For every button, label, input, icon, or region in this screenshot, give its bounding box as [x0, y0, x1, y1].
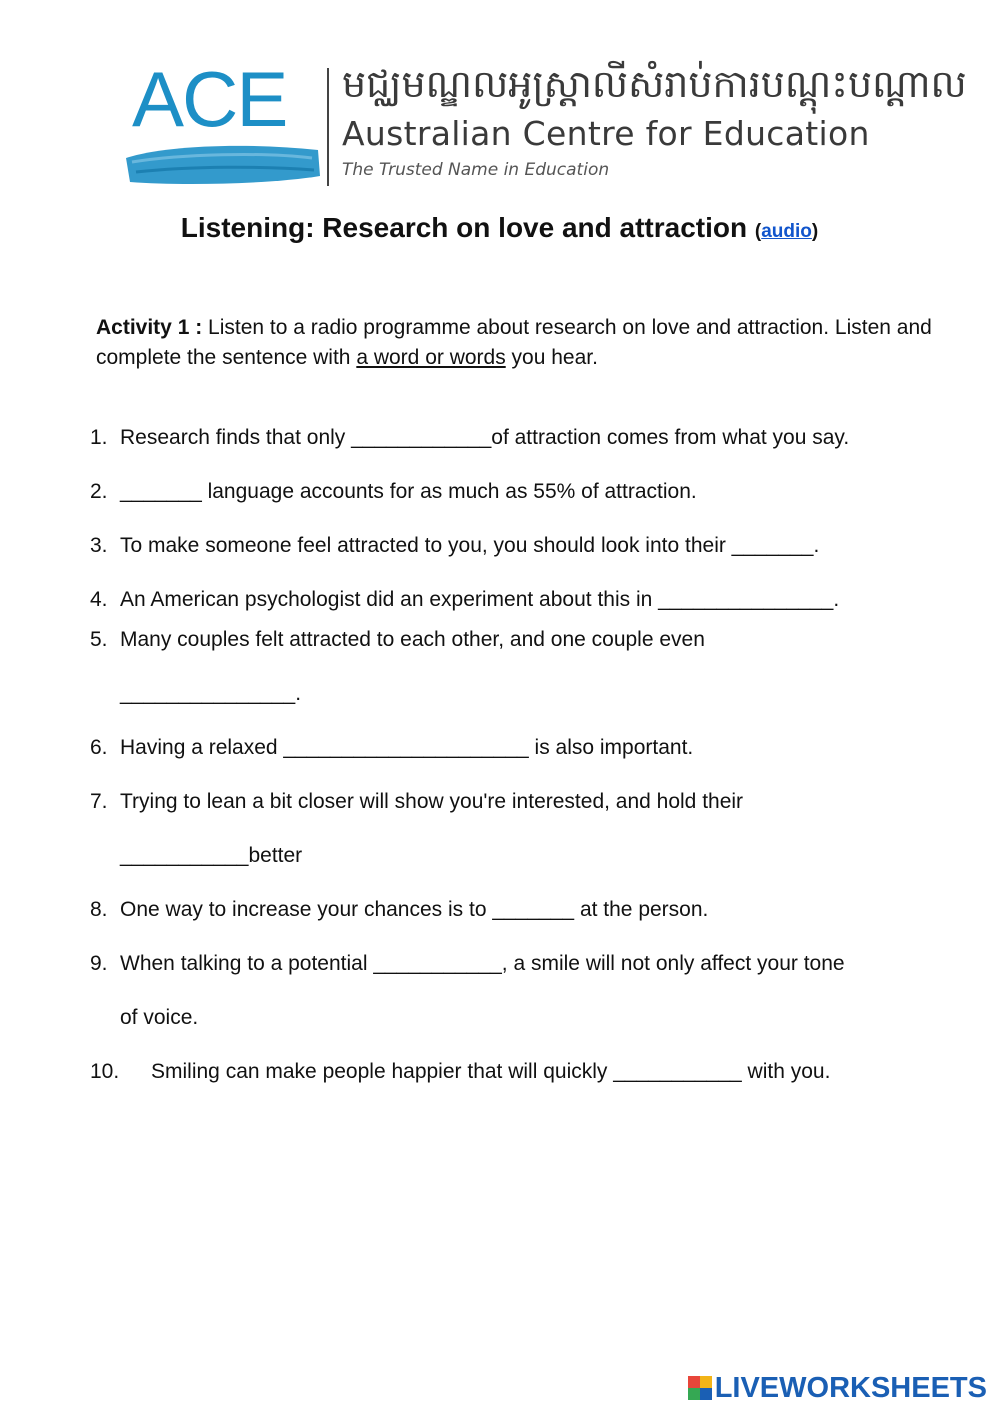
question-text: To make someone feel attracted to you, you should look into their _______.: [120, 534, 820, 557]
question-text: One way to increase your chances is to _______ at the person.: [120, 898, 709, 921]
close-paren: ): [811, 221, 819, 242]
activity-label: Activity 1: [96, 316, 190, 339]
english-org-name: Australian Centre for Education: [342, 114, 870, 153]
header: [120, 55, 967, 193]
question-number: 8.: [90, 898, 108, 921]
khmer-org-name: មជ្ឈមណ្ឌលអូស្ត្រាលីសំរាប់ការបណ្តុះបណ្តាល: [342, 62, 967, 106]
activity-colon: :: [189, 316, 203, 339]
page-title: [0, 212, 999, 244]
question-item: [90, 586, 839, 614]
question-item: [90, 950, 845, 1029]
question-text: An American psychologist did an experiment about this in _______________.: [120, 588, 840, 611]
logo-divider: [327, 68, 329, 186]
audio-link-wrapper: [755, 221, 818, 242]
question-item: [90, 532, 819, 560]
question-number: 9.: [90, 952, 108, 975]
question-text: Smiling can make people happier that will quickly ___________ with you.: [151, 1060, 831, 1083]
question-item: [90, 626, 705, 705]
watermark-text: LIVEWORKSHEETS: [714, 1371, 987, 1404]
question-number: 3.: [90, 534, 108, 557]
ace-logo: [120, 55, 320, 188]
question-text: Having a relaxed _____________________ is also important.: [120, 736, 694, 759]
question-text: Many couples felt attracted to each other, and one couple even: [120, 628, 705, 651]
question-text-continued: _______________.: [120, 682, 302, 705]
question-item: [90, 424, 849, 452]
question-number: 4.: [90, 588, 108, 611]
question-item: [90, 1058, 830, 1086]
question-text-continued: ___________better: [120, 844, 303, 867]
question-item: [90, 478, 697, 506]
question-number: 2.: [90, 480, 108, 503]
logo-text: ACE: [132, 55, 287, 143]
question-text: Trying to lean a bit closer will show you're interested, and hold their: [120, 790, 744, 813]
question-text: _______ language accounts for as much as 55% of attraction.: [120, 480, 697, 503]
question-number: 7.: [90, 790, 108, 813]
question-number: 1.: [90, 426, 108, 449]
activity-text-before: Listen to a radio programme about research on love and attraction. Listen and complete the sentence with: [96, 316, 932, 369]
question-number: 10.: [90, 1060, 120, 1083]
question-item: [90, 788, 744, 867]
brush-stroke-icon: [122, 136, 322, 188]
liveworksheets-logo-icon: [688, 1376, 712, 1400]
activity-underlined: a word or words: [356, 346, 506, 369]
question-item: [90, 896, 708, 924]
question-number: 6.: [90, 736, 108, 759]
open-paren: (: [754, 221, 762, 242]
question-text: Research finds that only ____________of attraction comes from what you say.: [120, 426, 850, 449]
question-number: 5.: [90, 628, 108, 651]
question-text: When talking to a potential ___________, a smile will not only affect your tone: [120, 952, 845, 975]
liveworksheets-watermark: [688, 1372, 987, 1404]
activity-instructions: [96, 313, 956, 373]
activity-text-after: you hear.: [505, 346, 598, 369]
audio-link[interactable]: audio: [761, 221, 812, 242]
title-text: Listening: Research on love and attraction: [180, 212, 748, 243]
question-item: [90, 734, 693, 762]
tagline: The Trusted Name in Education: [342, 160, 610, 180]
question-text-continued: of voice.: [120, 1006, 199, 1029]
